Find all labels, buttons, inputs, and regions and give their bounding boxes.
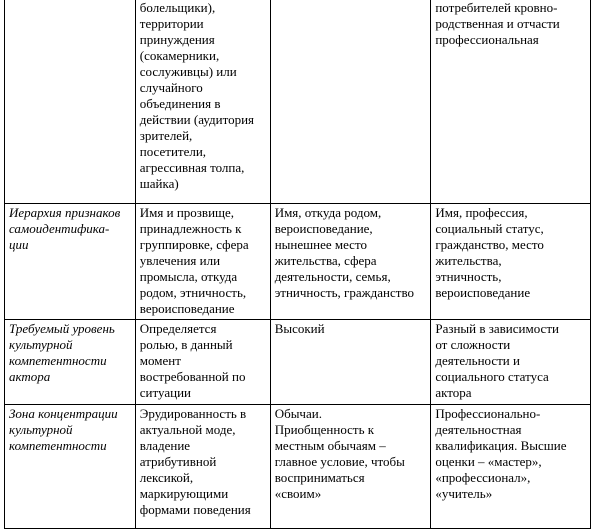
table-row [5, 320, 591, 405]
table-cell [431, 320, 591, 405]
cell-text: Обычаи. Приобщенность к местным обычаям – главное условие, чтобы восприниматься «своим» [274, 406, 405, 501]
comparison-table [4, 0, 591, 529]
cell-text: Профессионально- деятельностная квалификация. Высшие оценки – «мастер», «профессионал», «учитель» [435, 406, 567, 501]
table-row [5, 204, 591, 320]
cell-text: Разный в зависимости от сложности деятельности и социального статуса актора [435, 321, 559, 400]
row-label: Требуемый уровень культурной компетентности актора [9, 321, 115, 384]
table-cell [431, 0, 591, 204]
table-cell [270, 0, 431, 204]
cell-text: Имя, профессия, социальный статус, гражданство, место жительства, этничность, вероисповедание [435, 205, 544, 300]
table-cell [135, 320, 270, 405]
cell-text: Имя и прозвище, принадлежность к группировке, сфера увлечения или промысла, откуда родом, этничность, вероисповедание [139, 205, 249, 316]
row-label-cell [5, 204, 136, 320]
cell-text: потребителей кровно- родственная и отчасти профессиональная [435, 0, 560, 47]
table-cell [135, 204, 270, 320]
row-label-cell [5, 405, 136, 529]
table-row [5, 0, 591, 204]
table-cell [431, 204, 591, 320]
table-cell [270, 320, 431, 405]
row-label-cell [5, 320, 136, 405]
cell-text: Имя, откуда родом, вероисповедание, нынешнее место жительства, сфера деятельности, семья, этничность, гражданство [274, 205, 414, 300]
table-cell [135, 405, 270, 529]
cell-text: Высокий [274, 321, 325, 336]
cell-text: Определяется ролью, в данный момент востребованной по ситуации [139, 321, 246, 400]
table-cell [135, 0, 270, 204]
cell-text: болельщики), территории принуждения (сокамерники, сослуживцы) или случайного объединения в действии (аудитория зрителей, посетители, агрессивная толпа, шайка) [139, 0, 255, 191]
row-label: Иерархия признаков самоидентифика- ции [9, 205, 121, 252]
row-label-cell [5, 0, 136, 204]
table-cell [270, 204, 431, 320]
table-row [5, 405, 591, 529]
row-label: Зона концентрации культурной компетентности [9, 406, 118, 453]
cell-text: Эрудированность в актуальной моде, владение атрибутивной лексикой, маркирующими формами поведения [139, 406, 251, 517]
table-cell [270, 405, 431, 529]
table-cell [431, 405, 591, 529]
